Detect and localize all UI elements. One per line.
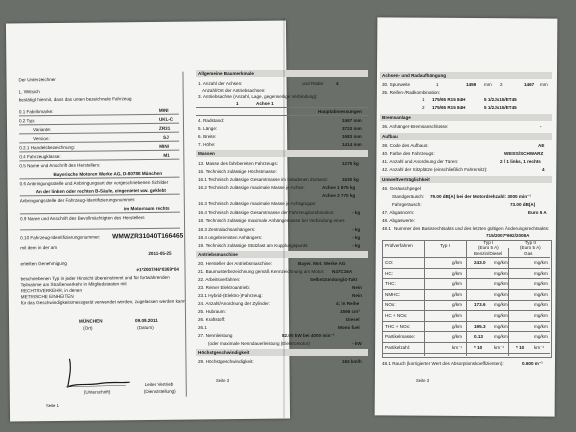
table-header: Typ II (Euro 5 A): [520, 240, 541, 250]
track-width: 1459: [466, 82, 477, 87]
row-value: 4; in Reihe: [336, 301, 360, 306]
row-value: - kW: [352, 341, 362, 346]
vin-label: 0.10 Fahrzeug-Identifizierungsnummer:: [20, 234, 101, 241]
table-cell-unit: mg/km: [534, 313, 548, 318]
text-line: erteilten Genehmigung: [20, 260, 67, 267]
table-cell-unit: mg/km: [534, 281, 548, 287]
row-value: 2 / 1 links, 1 rechts: [500, 159, 541, 164]
table-cell-unit: mg/km: [494, 323, 508, 329]
row-label: 23.1 Hybrid-(Elektro-)Fahrzeug:: [198, 293, 263, 298]
row-value: 4: [542, 167, 545, 172]
tyre-size: 175/65 R15 84H: [432, 105, 466, 110]
row-label: 46. Geräuschpegel: [382, 186, 421, 191]
row-value: N47C16A: [332, 269, 353, 274]
row-label: Version:: [33, 136, 50, 142]
table-cell-unit: mg/km: [534, 270, 548, 276]
row-label: 5. Länge:: [198, 126, 218, 131]
table-row-divider: [382, 310, 550, 311]
table-cell-value: 0.13: [474, 334, 483, 340]
rim-size: 5 1/2Jx15/ET45: [484, 105, 517, 110]
axle-number: 2: [500, 82, 503, 87]
place-label: (Ort): [83, 325, 93, 331]
row-label: 21. Baumusterbezeichnung gemäß Kennzeichnung am Motor:: [198, 269, 325, 274]
row-value: 1598 cm³: [340, 309, 360, 314]
table-cell-unit: mg/km: [534, 260, 548, 265]
row-label: 1. Anzahl der Achsen:: [198, 81, 243, 86]
row-label: Anbringungsstelle der Fahrzeug-Identifizierungsnummer:: [19, 197, 136, 204]
row-label: 48.1 Rauch (korrigierter Wert des Absorptionskoeffizienten):: [382, 361, 504, 366]
row-value: Achse 2 770 kg: [322, 193, 356, 198]
row-value: 184 km/h: [342, 359, 362, 364]
manufacturer-value: Bayerische Motoren Werke AG, D-80788 München: [53, 170, 163, 177]
row-value: Nein: [352, 293, 362, 298]
section-heading: Umweltverträglichkeit: [382, 177, 430, 182]
tyre-axle: 2: [422, 105, 425, 110]
table-cell-unit: mg/km: [494, 291, 508, 297]
row-label: 16.1 Technisch zulässige Gesamtmasse im beladenen Zustand:: [198, 177, 328, 182]
table-cell-unit: mg/km: [534, 323, 548, 329]
table-cell-unit: g/km: [452, 260, 462, 265]
text-line: mit dem in der am: [20, 244, 58, 251]
handwritten-signature: [59, 352, 131, 393]
table-row-divider: [382, 278, 550, 279]
text-line: Teilnahme am Straßenverkehr in Mitgliedstaaten mit: [20, 281, 127, 288]
row-label: 0.4 Fahrzeugklasse:: [19, 153, 61, 160]
row-value: 0.600 m⁻¹: [522, 361, 543, 366]
table-cell-unit: mg/km: [494, 302, 508, 308]
row-label: 6. Breite:: [198, 134, 217, 139]
row-value: - kg: [352, 210, 361, 215]
row-value: SJ: [163, 134, 169, 140]
row-label: 38. Code des Aufbaus:: [382, 143, 429, 148]
row-value: 73.00 dB(A): [510, 202, 536, 207]
table-cell-value: * 10: [474, 344, 483, 350]
row-label: und Räder: [302, 81, 324, 86]
table-row-divider: [382, 268, 550, 269]
row-label: 26.1: [198, 325, 207, 330]
axle-number: 1: [436, 82, 439, 87]
table-row-divider: [382, 331, 550, 332]
unit: mm: [540, 82, 548, 87]
row-value: Achse 1: [256, 101, 274, 106]
row-label: 29. Höchstgeschwindigkeit:: [198, 359, 254, 364]
row-label: Variante:: [33, 127, 52, 133]
signer-role: Leiter Vertrieb: [144, 381, 174, 388]
text-line: beschriebenen Typ in jeder Hinsicht übereinstimmt und für fortwährenden: [20, 274, 170, 282]
approval-number: e1*2007/46*0369*04: [136, 266, 179, 273]
row-label: 13. Masse des fahrbereiten Fahrzeugs:: [198, 161, 278, 166]
row-label: 18.4 ungebremsten Anhängers:: [198, 235, 263, 240]
text-line: METRISCHE EINHEITEN: [20, 293, 74, 300]
row-value: - kg: [352, 227, 361, 232]
page-number: Seite 1: [45, 402, 59, 409]
row-label: (oder maximale Nenndauerleistung (Elektromotor): [208, 341, 310, 346]
row-label: 16.3 Technisch zulässige maximale Masse je Achsgruppe:: [198, 201, 317, 206]
row-value: Achse 1 875 kg: [322, 185, 356, 190]
row-label: 0.9 Name und Anschrift des Bevollmächtigten des Herstellers: [19, 215, 145, 222]
row-label: 0.1 Fabrikmarke:: [18, 108, 54, 115]
table-cell-value: 243.0: [474, 260, 486, 265]
page-number: Seite 3: [416, 378, 430, 383]
row-label: 20. Hersteller der Antriebsmaschine:: [198, 261, 273, 266]
row-label: 48. Abgaswerte:: [382, 218, 415, 223]
table-subheader: Benzin/Diesel: [474, 251, 503, 256]
place-value: MÜNCHEN: [79, 318, 103, 324]
section-heading: Massen: [198, 151, 215, 156]
row-label: 18.3 Zentralachsanhängers:: [198, 227, 256, 232]
row-value: 1414 mm: [342, 142, 362, 147]
table-cell-unit: g/km: [452, 281, 462, 287]
signatory-name: L. Wittsich: [18, 89, 40, 95]
row-value: Bayer. Mot. Werke AG: [298, 261, 346, 266]
table-row-divider: [382, 289, 550, 290]
row-value: UKL-C: [158, 116, 174, 122]
row-label: 16.2 Technisch zulässige maximale Masse je Achse:: [198, 185, 305, 190]
row-label: 26. Kraftstoff:: [198, 317, 226, 322]
table-cell-pollutant: Partikelzahl:: [385, 344, 411, 350]
row-label: 3. Antriebsachse (Anzahl, Lage, gegenseitige Verbindung):: [198, 94, 318, 99]
table-cell-unit: km⁻¹: [534, 344, 545, 350]
section-heading: Höchstgeschwindigkeit: [198, 350, 250, 355]
row-label: 36. Anhänger-Bremsanschlüsse:: [382, 124, 449, 129]
table-cell-unit: mg/km: [494, 270, 508, 276]
table-cell-pollutant: NMHC:: [385, 291, 401, 297]
row-value: Selbstzündung/4-Takt: [310, 277, 358, 282]
table-cell-pollutant: NOx:: [385, 302, 396, 308]
row-label: 40. Farbe des Fahrzeugs:: [382, 151, 435, 156]
table-cell-unit: km⁻¹: [494, 344, 505, 350]
row-value: 1275 kg: [342, 161, 359, 166]
table-row-divider: [382, 342, 550, 343]
row-value: AE: [538, 143, 545, 148]
row-value: MINI: [159, 143, 169, 149]
table-cell-pollutant: THC:: [385, 281, 396, 287]
table-cell-pollutant: HC + NOx:: [385, 313, 408, 318]
table-cell-value: 173.6: [474, 302, 486, 308]
emissions-reference: 715/2007*692/2008A: [486, 233, 530, 238]
table-cell-unit: mg/km: [534, 291, 548, 297]
table-header: Prüfverfahren: [385, 243, 413, 248]
row-value: Nein: [352, 285, 362, 290]
row-value: Mono fuel: [338, 325, 360, 330]
table-cell-unit: km⁻¹: [452, 344, 463, 350]
table-header: Typ I: [440, 243, 450, 248]
row-value: - kg: [352, 243, 361, 248]
right-section: [380, 72, 552, 392]
row-label: 0.5 Name und Anschrift des Herstellers:: [19, 162, 101, 169]
tyre-size: 175/65 R15 84H: [432, 97, 466, 102]
table-row-divider: [382, 321, 550, 322]
table-header: Typ I (Euro 5 A): [478, 240, 499, 250]
row-label: 0.6 Anbringungsstelle und Anbringungsart der vorgeschriebenen Schilder: [19, 179, 169, 187]
row-label: Standgeräusch:: [392, 194, 425, 199]
row-label: 47. Abgasnorm:: [382, 210, 415, 215]
tyre-axle: 1: [422, 97, 425, 102]
row-value: 79.00 dB(A) bei der Motordrehzahl: 3000 min⁻¹: [430, 194, 531, 199]
heading-signatory: Der Unterzeichner: [18, 76, 56, 83]
row-label: 42. Anzahl der Sitzplätze (einschließlich Fahrersitz):: [382, 167, 488, 172]
row-value: Euro 5 A: [528, 210, 547, 215]
row-label: 41. Anzahl und Anordnung der Türen:: [382, 159, 459, 164]
table-cell-unit: g/km: [452, 334, 462, 340]
section-heading: Bremsanlage: [382, 115, 411, 120]
table-cell-value: * 10: [516, 344, 525, 350]
track-width: 1467: [524, 82, 535, 87]
table-cell-pollutant: CO:: [385, 260, 394, 265]
row-label: 25. Hubraum:: [198, 309, 226, 314]
text-line: für das Geschwindigkeitsmessgerät verwendet werden, zugelassen werden kann: [20, 298, 186, 306]
table-cell-pollutant: Partikelmasse:: [385, 334, 416, 340]
row-label: 19. Technisch zulässige Stützlast am Kupplungspunkt:: [198, 243, 309, 248]
row-label: 23. Reiner Elektroantrieb:: [198, 285, 251, 290]
row-label: Anzahl/Ort der Antriebsachsen:: [202, 88, 266, 93]
signer-role-label: (Dienststellung): [143, 388, 176, 395]
table-subheader: Gas: [524, 251, 533, 256]
emissions-note: Nummer des Basisrechtsakts und des letzten gültigen Änderungsrechtsakts:: [394, 226, 550, 231]
row-label: 24. Anzahl/Anordnung der Zylinder:: [198, 301, 271, 306]
row-value: - kg: [352, 235, 361, 240]
rim-size: 5 1/2Jx15/ET45: [484, 97, 517, 102]
vin-location: im Motorraum rechts: [123, 205, 170, 212]
row-value: M1: [163, 152, 170, 158]
table-cell-unit: g/km: [452, 291, 462, 297]
section-heading: Allgemeine Baumerkmale: [198, 71, 254, 76]
sign-date-label: (Datum): [137, 324, 154, 331]
middle-section: [196, 70, 368, 390]
table-cell-pollutant: HC:: [385, 270, 393, 276]
row-value: 1: [236, 101, 239, 106]
row-value: Diesel: [346, 317, 360, 322]
table-cell-unit: mg/km: [534, 334, 548, 340]
row-label: 16.4 Technisch zulässige Gesamtmasse der Fahrzeugkombination:: [198, 210, 335, 215]
row-value: 1683 mm: [342, 134, 362, 139]
table-cell-value: 195.3: [474, 323, 486, 329]
row-label: 22. Arbeitsverfahren:: [198, 277, 241, 282]
unit: mm: [484, 82, 492, 87]
table-row-divider: [382, 353, 550, 354]
row-value: 2467 mm: [342, 118, 362, 123]
row-value: 82.00 kW bei 4000 min⁻¹: [282, 333, 335, 338]
approval-date: 2011-05-25: [148, 250, 172, 256]
row-value: 3723 mm: [342, 126, 362, 131]
section-heading: Achsen- und Radaufhängung: [382, 73, 447, 78]
sign-date-value: 09.09.2011: [135, 317, 158, 324]
row-label: 30. Spurweite: [382, 82, 411, 87]
page-fold: [283, 18, 285, 418]
row-label: 18. Technisch zulässige maximale Anhängemasse bei Verbindung eines: [198, 218, 345, 223]
vin-value: WMWZR31040T166465: [112, 232, 184, 241]
row-label: 7. Höhe:: [198, 142, 216, 147]
row-value: -: [540, 124, 542, 129]
row-value: 4: [336, 81, 339, 86]
table-cell-unit: mg/km: [494, 313, 508, 318]
row-value: ZR31: [159, 125, 171, 131]
table-cell-unit: g/km: [452, 270, 462, 276]
section-heading: Hauptabmessungen: [318, 109, 362, 114]
row-value: MINI: [158, 107, 169, 113]
table-cell-pollutant: THC + NOx:: [385, 323, 411, 329]
row-label: Fahrgeräusch:: [392, 202, 422, 207]
row-label: 4. Radstand:: [198, 118, 225, 123]
table-cell-unit: g/km: [452, 302, 462, 308]
table-cell-unit: mg/km: [494, 281, 508, 287]
text-line: RECHTSVERKEHR, in denen: [20, 287, 83, 294]
row-label: 0.2.1 Handelsbezeichnung:: [19, 144, 75, 151]
row-value: 1630 kg: [342, 177, 359, 182]
row-label: 0.2 Typ:: [18, 118, 36, 124]
section-heading: Antriebsmaschine: [198, 252, 238, 257]
row-label: 16. Technisch zulässige Höchstmasse:: [198, 169, 277, 174]
table-cell-unit: mg/km: [534, 302, 548, 308]
page-number: Seite 3: [216, 378, 230, 383]
table-row-divider: [382, 300, 550, 301]
table-cell-unit: g/km: [452, 323, 462, 329]
plate-location: An der linken oder rechten B-Säule, eingenietet ww. geklebt: [35, 187, 166, 195]
table-cell-unit: g/km: [452, 313, 462, 318]
table-cell-unit: mg/km: [494, 334, 508, 340]
table-cell-unit: mg/km: [494, 260, 508, 265]
intro-text: bestätigt hiermit, dass das unten bezeichnete Fahrzeug: [18, 96, 132, 103]
row-label: 27. Nennleistung: [198, 333, 233, 338]
row-label: 48.1: [382, 226, 391, 231]
row-label: 35. Reifen-/Radkombination:: [382, 90, 441, 95]
signature-label: (Unterschrift): [83, 389, 111, 395]
row-value: WEISS/SCHWARZ: [504, 151, 544, 156]
section-heading: Aufbau: [382, 134, 398, 139]
